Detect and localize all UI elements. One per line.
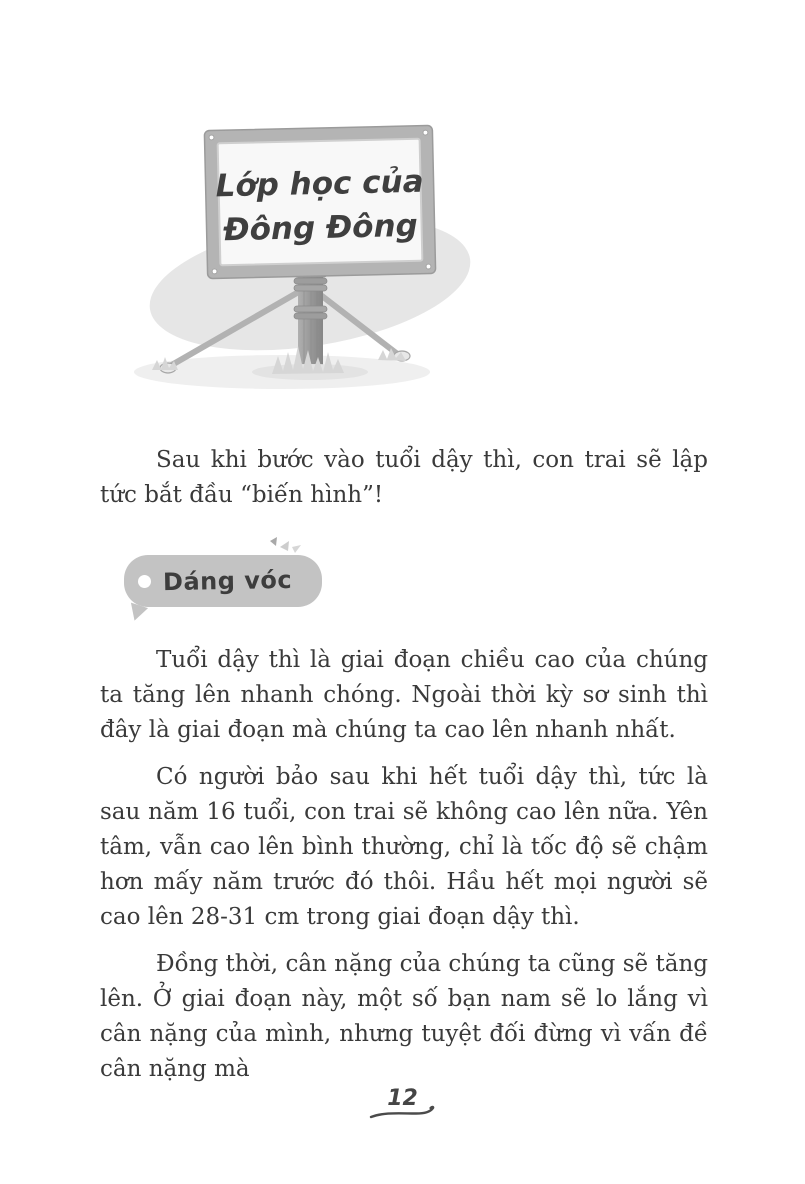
bubble-dot: [138, 575, 151, 588]
bubble-tail: [126, 603, 148, 624]
paragraph-weight: Đồng thời, cân nặng của chúng ta cũng sẽ tăng lên. Ở giai đoạn này, một số bạn nam sẽ lo lắng vì cân nặng của mình, nhưng tuyệt đối đừng vì vấn đề cân nặng mà: [100, 951, 708, 1082]
sign-text-line1: Lớp học của: [215, 163, 424, 205]
section-heading-row: [124, 555, 684, 609]
section-label: Dáng vóc: [162, 565, 293, 597]
sign-illustration: [130, 112, 490, 412]
paragraph-height-growth: Tuổi dậy thì là giai đoạn chiều cao của chúng ta tăng lên nhanh chóng. Ngoài thời kỳ sơ sinh thì đây là giai đoạn mà chúng ta cao lên nhanh nhất.: [100, 647, 708, 743]
paragraph-growth-after-16: Có người bảo sau khi hết tuổi dậy thì, tức là sau năm 16 tuổi, con trai sẽ không cao lên nữa. Yên tâm, vẫn cao lên bình thường, chỉ là tốc độ sẽ chậm hơn mấy năm trước đó thôi. Hầu hết mọi người sẽ cao lên 28-31 cm trong giai đoạn dậy thì.: [100, 764, 708, 930]
section-bubble: [124, 555, 322, 607]
page-content: [100, 443, 708, 1099]
page-number: 12: [387, 1086, 418, 1111]
sign-text-line2: Đông Đông: [223, 207, 419, 249]
paragraph-intro: Sau khi bước vào tuổi dậy thì, con trai sẽ lập tức bắt đầu “biến hình”!: [100, 447, 708, 508]
page-footer: [0, 1086, 805, 1121]
page-number-wrap: [368, 1086, 438, 1121]
sign-board: [204, 125, 435, 278]
sparkle-icon: [264, 535, 304, 561]
sign-illustration-svg: [130, 112, 490, 412]
